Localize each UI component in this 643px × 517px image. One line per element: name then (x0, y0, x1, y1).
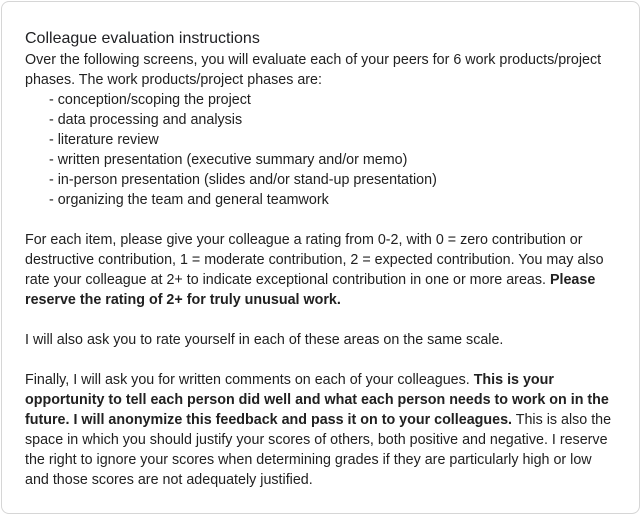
comments-emphasis: This is your opportunity to tell each person did well and what each person needs to work on in the future. I will anonymize this feedback and pass it on to your colleagues. (25, 372, 609, 428)
phase-item: - written presentation (executive summary and/or memo) (49, 152, 408, 168)
instructions-card (1, 1, 640, 514)
rating-text: For each item, please give your colleague a rating from 0-2, with 0 = zero contribution or destructive contribution, 1 = moderate contribution, 2 = expected contribution. You may also rate your colleague at 2+ to indicate exceptional contribution in one or more areas. (25, 232, 604, 288)
phase-item: - conception/scoping the project (49, 92, 251, 108)
phase-list (25, 90, 615, 210)
comments-tail: This is also the space in which you should justify your scores of others, both positive and negative. I reserve the right to ignore your scores when determining grades if they are particularly high or low and those scores are not adequately justified. (25, 412, 612, 488)
spacer (25, 350, 615, 370)
intro-paragraph: Over the following screens, you will evaluate each of your peers for 6 work products/project phases. The work products/project phases are: (25, 52, 602, 88)
spacer (25, 310, 615, 330)
phase-item: - data processing and analysis (49, 112, 243, 128)
rating-emphasis: Please reserve the rating of 2+ for truly unusual work. (25, 272, 596, 308)
instructions-title: Colleague evaluation instructions (25, 30, 260, 47)
phase-item: - organizing the team and general teamwork (49, 192, 329, 208)
phase-item: - literature review (49, 132, 159, 148)
comments-lead: Finally, I will ask you for written comments on each of your colleagues. (25, 372, 470, 388)
rating-paragraph (25, 230, 615, 310)
phase-item: - in-person presentation (slides and/or stand-up presentation) (49, 172, 437, 188)
self-rating-paragraph: I will also ask you to rate yourself in each of these areas on the same scale. (25, 332, 504, 348)
comments-paragraph (25, 370, 615, 490)
spacer (25, 210, 615, 230)
